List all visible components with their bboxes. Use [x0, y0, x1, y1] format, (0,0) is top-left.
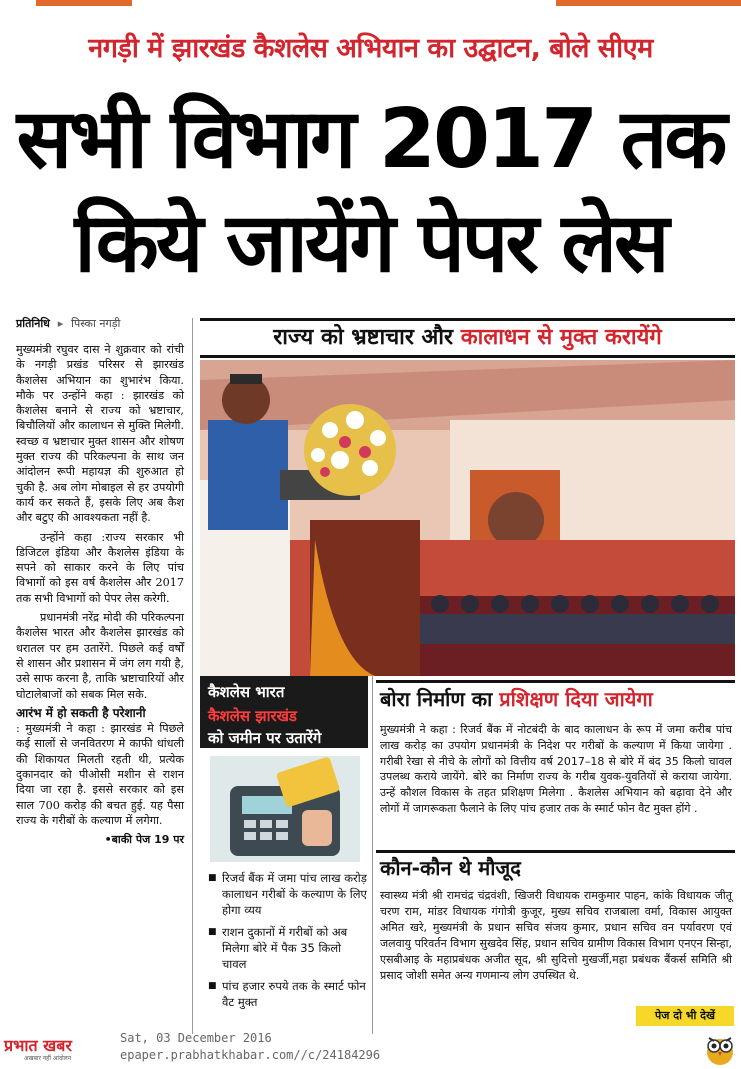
cashless-line2: कैशलेस झारखंड — [208, 707, 297, 725]
list-item: ■ राशन दुकानों में गरीबों को अब मिलेगा बोरे में पैक 35 किलो चावल — [208, 924, 368, 972]
arrow-icon: ▸ — [57, 317, 64, 330]
top-strip — [0, 0, 741, 8]
highlights-list — [208, 870, 368, 1016]
section-heading-attendees: कौन-कौन थे मौजूद — [376, 850, 735, 882]
cashless-line1: कैशलेस भारत — [208, 683, 285, 701]
kicker: नगड़ी में झारखंड कैशलेस अभियान का उद्घाटन, बोले सीएम — [88, 33, 653, 64]
list-item: ■ रिजर्व बैंक में जमा पांच लाख करोड़ कालाधन गरीबों के कल्याण के लिए होगा व्यय — [208, 870, 368, 918]
photo-heading — [200, 318, 735, 358]
byline-place: पिस्का नगड़ी — [71, 317, 121, 330]
strip-block — [36, 0, 132, 6]
logo-tagline: अखबार नहीं आंदोलन — [24, 1055, 72, 1062]
column-divider — [192, 318, 193, 1034]
photo-heading-part2: कालाधन से मुक्त करायेंगे — [460, 325, 662, 350]
section-heading-part2: प्रशिक्षण दिया जायेगा — [499, 687, 653, 711]
epaper-stamp — [120, 1030, 380, 1064]
byline-label: प्रतिनिधि — [16, 317, 50, 330]
owl-icon — [704, 1030, 736, 1066]
epaper-url[interactable]: epaper.prabhatkhabar.com//c/24184296 — [120, 1048, 381, 1062]
column-divider — [372, 676, 373, 1034]
strip-block — [556, 0, 741, 6]
card-machine-image — [210, 756, 360, 862]
section-heading-training — [376, 680, 735, 716]
see-page-note[interactable]: पेज दो भी देखें — [636, 1006, 734, 1026]
edition-date: Sat, 03 December 2016 — [120, 1031, 272, 1045]
byline — [16, 316, 120, 331]
column-paragraph: उन्होंने कहा :राज्य सरकार भी डिजिटल इंडिया और कैशलेस इंडिया के सपने को साकार करने के लिए पांच विभागों को इस वर्ष कैशलेस और 2017 तक सभी विभागों को पेपर लेस करेगी. — [16, 530, 184, 605]
cashless-line3: को जमीन पर उतारेंगे — [208, 729, 322, 747]
continued-note: •बाकी पेज 19 पर — [104, 833, 184, 847]
cashless-box — [200, 676, 368, 748]
photo-heading-part1: राज्य को भ्रष्टाचार और — [273, 325, 461, 350]
column-subhead: आरंभ में हो सकती है परेशानी — [16, 705, 146, 720]
card-machine-illustration — [210, 756, 360, 862]
list-item: ■ पांच हजार रुपये तक के स्मार्ट फोन वैट मुक्त — [208, 978, 368, 1010]
headline-line2: किये जायेंगे पेपर लेस — [74, 196, 667, 291]
section-body-training: मुख्यमंत्री ने कहा : रिजर्व बैंक में नोटबंदी के बाद कालाधन के रूप में जमा करीब पांच लाख करोड़ का उपयोग प्रधानमंत्री के निदेश पर गरीबों के कल्याण में किया जायेगा . गरीबी रेखा से नीचे के लोगों को वित्तीय वर्ष 2017–18 से बोरे में बंद 35 किलो चावल उपलब्ध कराये जायेंगे. बोरे का निर्माण राज्य के गरीब युवक-युवतियों से कराया जायेगा. उन्हें कौशल विकास के तहत प्रशिक्षण मिलेगा . कैशलेस अभियान को बढ़ावा देने और लोगों में जागरूकता फैलाने के लिए पांच हजार तक के स्मार्ट फोन वैट मुक्त होंगे . — [380, 723, 732, 815]
event-photo-illustration — [200, 360, 735, 676]
main-column — [16, 342, 184, 848]
newspaper-logo — [4, 1030, 112, 1064]
section-heading-part1: बोरा निर्माण का — [380, 687, 500, 711]
event-photo — [200, 360, 735, 676]
column-paragraph: : मुख्यमंत्री ने कहा : झारखंड मे पिछले कई सालों से जनवितरण मे काफी धांधली की शिकायत मिलती रहती थी, प्रत्येक दुकानदार को पीओसी मशीन से राशन दिया जा रहा है. इससे सरकार को इस साल 700 करोड़ की बचत हुई. यह पैसा राज्य के गरीबों के कल्याण में लगेगा. — [16, 722, 184, 827]
logo-text: प्रभात खबर — [4, 1036, 72, 1055]
headline-line1: सभी विभाग 2017 तक — [16, 92, 725, 187]
section-body-attendees: स्वास्थ्य मंत्री श्री रामचंद्र चंद्रवंशी, खिजरी विधायक रामकुमार पाहन, कांके विधायक जीतू चरण राम, मांडर विधायक गंगोत्री कुजूर, मुख्य सचिव राजबाला वर्मा, विकास आयुक्त अमित खरे, मुख्यमंत्री के प्रधान सचिव संजय कुमार, प्रधान सचिव वन पर्यावरण एवं जलवायु परिवर्तन विभाग सुखदेव सिंह, प्रधान सचिव ग्रामीण विकास विभाग एनएन सिन्हा, एसबीआइ के महाप्रबंधक अजीत सूद, श्री सुदित्तो मुखर्जी,महा प्रबंधक बैंकर्स समिति श्री प्रसाद जोशी समेत अन्य गणमान्य लोग उपस्थित थे. — [380, 889, 732, 982]
column-paragraph: मुख्यमंत्री रघुवर दास ने शुक्रवार को रांची के नगड़ी प्रखंड परिसर से झारखंड कैशलेस अभियान का शुभारंभ किया. मौके पर उन्होंने कहा : झारखंड को कैशलेस बनाने से राज्य को भ्रष्टाचार, बिचौलियों और कालाधन से मुक्ति मिलेगी. स्वच्छ व भ्रष्टाचार मुक्त शासन और शोषण मुक्त राज्य की परिकल्पना के साथ जन आंदोलन रूपी महायज्ञ की शुरुआत हो चुकी है. अब लोग मोबाइल से हर उपयोगी कार्य कर सकते हैं, इसके लिए अब कैश और बटुए की आवश्यकता नहीं है. — [16, 343, 184, 525]
column-paragraph: प्रधानमंत्री नरेंद्र मोदी की परिकल्पना कैशलेस भारत और कैशलेस झारखंड को धरातल पर हम उतारेंगे. पिछले कई वर्षों से शासन और प्रशासन में जंग लग गयी है, उसे साफ करना है, ताकि भ्रष्टाचारियों और घोटालेबाजों को सबक मिल सके. — [16, 611, 184, 701]
